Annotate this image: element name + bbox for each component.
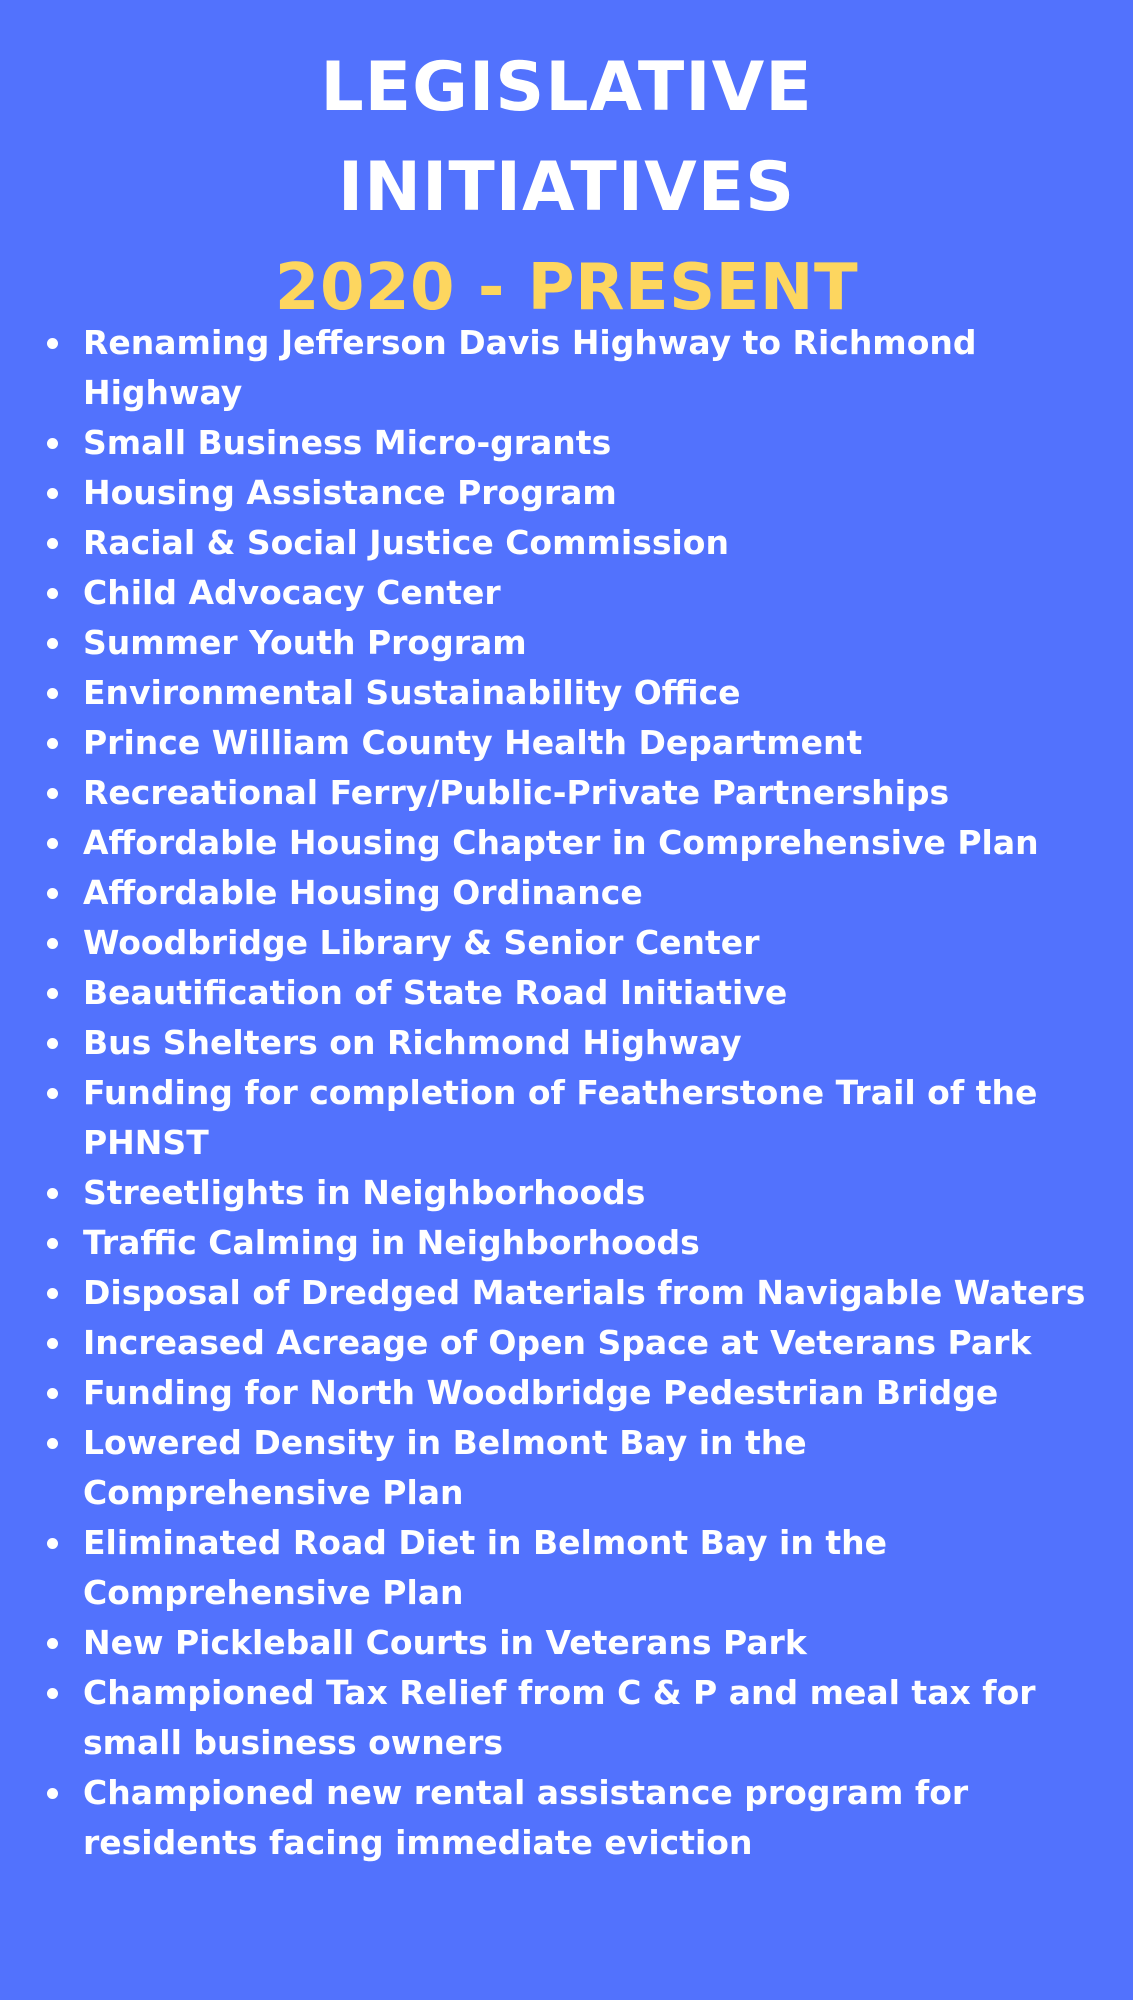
list-item: Child Advocacy Center [40, 568, 1100, 618]
list-item: Affordable Housing Ordinance [40, 868, 1100, 918]
list-item: Environmental Sustainability Office [40, 668, 1100, 718]
list-item: New Pickleball Courts in Veterans Park [40, 1618, 1100, 1668]
list-item: Eliminated Road Diet in Belmont Bay in the Comprehensive Plan [40, 1518, 1100, 1618]
title-line-2: INITIATIVES [337, 148, 796, 227]
list-item: Streetlights in Neighborhoods [40, 1168, 1100, 1218]
list-item: Championed new rental assistance program for residents facing immediate eviction [40, 1768, 1100, 1868]
list-item: Bus Shelters on Richmond Highway [40, 1018, 1100, 1068]
header [0, 38, 1133, 338]
list-item: Funding for completion of Featherstone Trail of the PHNST [40, 1068, 1100, 1168]
list-item: Championed Tax Relief from C & P and meal tax for small business owners [40, 1668, 1100, 1768]
initiatives-list [40, 318, 1100, 1868]
list-item: Racial & Social Justice Commission [40, 518, 1100, 568]
list-item: Lowered Density in Belmont Bay in the Comprehensive Plan [40, 1418, 1100, 1518]
list-item: Summer Youth Program [40, 618, 1100, 668]
list-item: Funding for North Woodbridge Pedestrian Bridge [40, 1368, 1100, 1418]
list-item: Beautification of State Road Initiative [40, 968, 1100, 1018]
list-item: Renaming Jefferson Davis Highway to Richmond Highway [40, 318, 1100, 418]
list-item: Housing Assistance Program [40, 468, 1100, 518]
list-item: Prince William County Health Department [40, 718, 1100, 768]
list-item: Traffic Calming in Neighborhoods [40, 1218, 1100, 1268]
list-item: Recreational Ferry/Public-Private Partnerships [40, 768, 1100, 818]
title-line-1: LEGISLATIVE [320, 48, 813, 127]
list-item: Increased Acreage of Open Space at Veterans Park [40, 1318, 1100, 1368]
list-item: Woodbridge Library & Senior Center [40, 918, 1100, 968]
list-item: Small Business Micro-grants [40, 418, 1100, 468]
date-range-subtitle: 2020 - PRESENT [274, 251, 859, 325]
list-item: Disposal of Dredged Materials from Navigable Waters [40, 1268, 1100, 1318]
list-item: Affordable Housing Chapter in Comprehensive Plan [40, 818, 1100, 868]
